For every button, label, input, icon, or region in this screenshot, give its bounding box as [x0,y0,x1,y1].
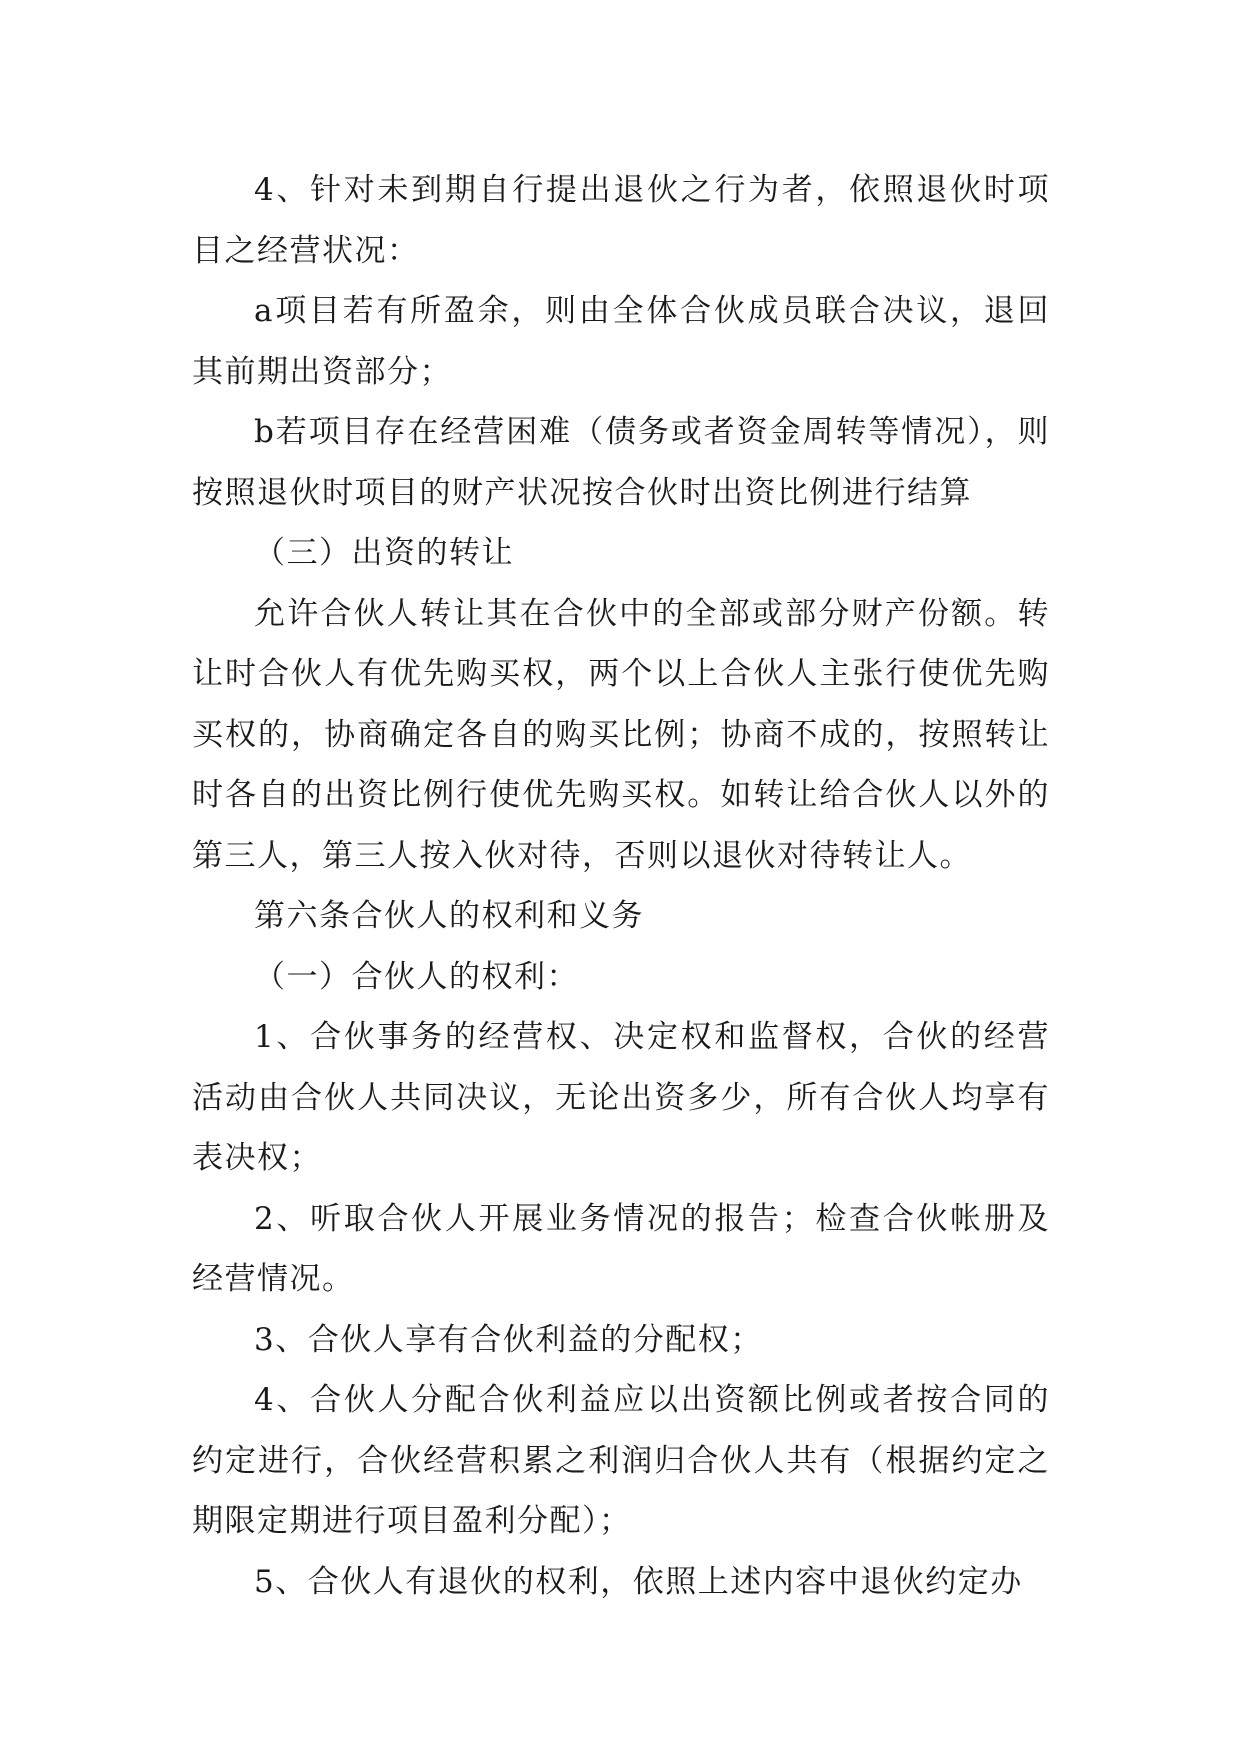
paragraph-right-2: 2、听取合伙人开展业务情况的报告；检查合伙帐册及经营情况。 [192,1200,1050,1297]
section-heading-rights: （一）合伙人的权利： [254,958,579,995]
paragraph-right-4: 4、合伙人分配合伙利益应以出资额比例或者按合同的约定进行，合伙经营积累之利润归合伙人共有（根据约定之期限定期进行项目盈利分配）； [192,1382,1050,1539]
paragraph-item-b: b若项目存在经营困难（债务或者资金周转等情况），则按照退伙时项目的财产状况按合伙时出资比例进行结算 [192,414,1050,511]
paragraph-right-1: 1、合伙事务的经营权、决定权和监督权，合伙的经营活动由合伙人共同决议，无论出资多少，所有合伙人均享有表决权； [192,1019,1050,1176]
paragraph-withdrawal-early: 4、针对未到期自行提出退伙之行为者，依照退伙时项目之经营状况： [192,172,1050,269]
paragraph-right-5: 5、合伙人有退伙的权利，依照上述内容中退伙约定办 [254,1563,1023,1600]
section-heading-transfer: （三）出资的转让 [254,535,514,571]
document-body [192,160,1050,1612]
paragraph-right-3: 3、合伙人享有合伙利益的分配权； [254,1321,763,1358]
article-heading-six: 第六条合伙人的权利和义务 [254,898,644,934]
paragraph-transfer-rules: 允许合伙人转让其在合伙中的全部或部分财产份额。转让时合伙人有优先购买权，两个以上合伙人主张行使优先购买权的，协商确定各自的购买比例；协商不成的，按照转让时各自的出资比例行使优先购买权。如转让给合伙人以外的第三人，第三人按入伙对待，否则以退伙对待转让人。 [192,595,1050,874]
paragraph-item-a: a项目若有所盈余，则由全体合伙成员联合决议，退回其前期出资部分； [192,293,1050,390]
